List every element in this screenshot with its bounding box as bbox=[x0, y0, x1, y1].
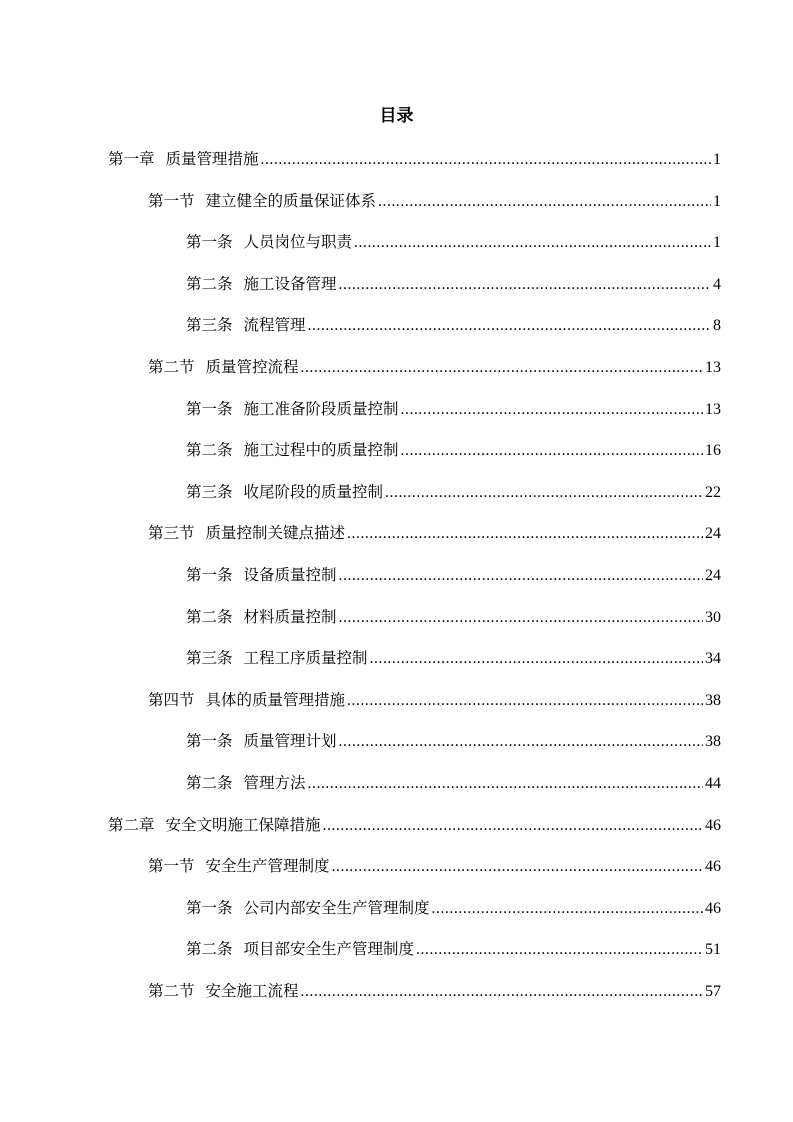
toc-entry-title: 人员岗位与职责 bbox=[243, 233, 353, 252]
toc-entry-page-number: 46 bbox=[705, 816, 721, 834]
dot-leader bbox=[301, 979, 703, 1005]
toc-entry[interactable] bbox=[148, 687, 721, 713]
toc-entry[interactable] bbox=[108, 812, 721, 838]
toc-entry-title: 管理方法 bbox=[243, 774, 306, 792]
dot-leader bbox=[339, 272, 711, 298]
toc-entry[interactable] bbox=[148, 520, 721, 546]
toc-entry-page-number: 46 bbox=[705, 899, 721, 917]
toc-entry-number: 第一条 bbox=[186, 566, 233, 584]
toc-entry-title: 收尾阶段的质量控制 bbox=[243, 482, 384, 501]
toc-entry-number: 第三条 bbox=[186, 649, 233, 668]
toc-entry-title: 质量管理措施 bbox=[165, 150, 259, 168]
toc-entry[interactable] bbox=[186, 645, 721, 671]
toc-entry-page-number: 57 bbox=[705, 983, 721, 1000]
dot-leader bbox=[308, 313, 711, 339]
toc-entry-number: 第一节 bbox=[148, 857, 195, 876]
toc-entry[interactable] bbox=[148, 853, 721, 879]
toc-entry-title: 设备质量控制 bbox=[243, 566, 337, 584]
dot-leader bbox=[261, 147, 711, 173]
dot-leader bbox=[332, 854, 703, 880]
toc-entry-title: 安全生产管理制度 bbox=[205, 857, 330, 876]
toc-entry[interactable] bbox=[186, 562, 721, 588]
toc-entry-title: 建立健全的质量保证体系 bbox=[205, 191, 377, 210]
toc-entry-number: 第三条 bbox=[186, 316, 233, 335]
toc-entry-title: 质量控制关键点描述 bbox=[205, 524, 346, 543]
toc-entry-page-number: 1 bbox=[713, 234, 721, 252]
dot-leader bbox=[401, 397, 703, 423]
toc-entry-page-number: 38 bbox=[705, 691, 721, 709]
toc-entry-page-number: 51 bbox=[705, 941, 721, 959]
dot-leader bbox=[370, 646, 703, 672]
toc-entry-page-number: 13 bbox=[705, 400, 721, 418]
toc-entry[interactable] bbox=[186, 479, 721, 505]
toc-entry-number: 第二章 bbox=[108, 815, 155, 834]
dot-leader bbox=[347, 521, 703, 547]
toc-entry-page-number: 8 bbox=[713, 317, 721, 335]
toc-entry-page-number: 4 bbox=[713, 275, 721, 293]
toc-entry-page-number: 38 bbox=[705, 733, 721, 751]
toc-entry-number: 第二条 bbox=[186, 274, 233, 293]
toc-entry-number: 第二节 bbox=[148, 982, 195, 1000]
toc-entry-page-number: 46 bbox=[705, 858, 721, 876]
toc-entry-title: 施工设备管理 bbox=[243, 274, 337, 293]
toc-entry-page-number: 1 bbox=[713, 151, 721, 168]
toc-entry-title: 施工过程中的质量控制 bbox=[243, 441, 399, 460]
toc-entry-number: 第三节 bbox=[148, 524, 195, 543]
toc-entry-page-number: 24 bbox=[705, 525, 721, 543]
toc-entry-page-number: 44 bbox=[705, 775, 721, 792]
toc-entry-title: 工程工序质量控制 bbox=[243, 649, 368, 668]
toc-entry[interactable] bbox=[108, 146, 721, 172]
toc-entry-number: 第一章 bbox=[108, 150, 155, 168]
toc-entry[interactable] bbox=[186, 770, 721, 796]
toc-entry[interactable] bbox=[148, 354, 721, 380]
toc-entry-number: 第一条 bbox=[186, 732, 233, 751]
toc-entry-title: 具体的质量管理措施 bbox=[205, 690, 346, 709]
dot-leader bbox=[323, 813, 703, 839]
dot-leader bbox=[432, 896, 703, 922]
toc-entry-number: 第二节 bbox=[148, 358, 195, 376]
toc-entry-number: 第一条 bbox=[186, 898, 233, 917]
toc-entry-page-number: 13 bbox=[705, 359, 721, 376]
toc-entry-number: 第二条 bbox=[186, 607, 233, 626]
dot-leader bbox=[339, 605, 703, 631]
toc-entry-title: 项目部安全生产管理制度 bbox=[243, 940, 415, 959]
toc-entry-page-number: 16 bbox=[705, 442, 721, 460]
toc-entry-title: 安全文明施工保障措施 bbox=[165, 815, 321, 834]
dot-leader bbox=[385, 480, 703, 506]
toc-entry[interactable] bbox=[186, 229, 721, 255]
dot-leader bbox=[378, 189, 711, 215]
toc-entry-title: 流程管理 bbox=[243, 316, 306, 335]
toc-entry-number: 第二条 bbox=[186, 940, 233, 959]
toc-entry[interactable] bbox=[186, 936, 721, 962]
toc-entry-number: 第三条 bbox=[186, 482, 233, 501]
toc-entry-number: 第一条 bbox=[186, 399, 233, 418]
dot-leader bbox=[339, 563, 703, 589]
dot-leader bbox=[301, 355, 703, 381]
toc-entry-number: 第一条 bbox=[186, 233, 233, 252]
toc-entry[interactable] bbox=[186, 437, 721, 463]
toc-entry-page-number: 24 bbox=[705, 567, 721, 584]
toc-entry-page-number: 34 bbox=[705, 650, 721, 668]
dot-leader bbox=[416, 937, 703, 963]
toc-entry[interactable] bbox=[186, 728, 721, 754]
toc-entry-number: 第二条 bbox=[186, 774, 233, 792]
toc-entry-title: 质量管控流程 bbox=[205, 358, 299, 376]
toc-entry-title: 公司内部安全生产管理制度 bbox=[243, 898, 430, 917]
toc-entry-title: 安全施工流程 bbox=[205, 982, 299, 1000]
toc-entry-number: 第四节 bbox=[148, 690, 195, 709]
toc-entry-number: 第一节 bbox=[148, 191, 195, 210]
toc-entry-title: 材料质量控制 bbox=[243, 607, 337, 626]
toc-entry[interactable] bbox=[186, 604, 721, 630]
toc-entry[interactable] bbox=[148, 978, 721, 1004]
toc-entry-page-number: 22 bbox=[705, 483, 721, 501]
toc-entry[interactable] bbox=[186, 396, 721, 422]
toc-entry[interactable] bbox=[148, 188, 721, 214]
toc-entry-page-number: 1 bbox=[713, 192, 721, 210]
toc-entry-number: 第二条 bbox=[186, 441, 233, 460]
dot-leader bbox=[308, 771, 703, 797]
toc-entry-page-number: 30 bbox=[705, 608, 721, 626]
toc-entry[interactable] bbox=[186, 312, 721, 338]
page-title: 目录 bbox=[379, 106, 414, 126]
dot-leader bbox=[401, 438, 703, 464]
toc-entry[interactable] bbox=[186, 895, 721, 921]
toc-entry-title: 质量管理计划 bbox=[243, 732, 337, 751]
dot-leader bbox=[354, 230, 711, 256]
dot-leader bbox=[339, 729, 703, 755]
toc-entry[interactable] bbox=[186, 271, 721, 297]
dot-leader bbox=[347, 688, 703, 714]
toc-entry-title: 施工准备阶段质量控制 bbox=[243, 399, 399, 418]
